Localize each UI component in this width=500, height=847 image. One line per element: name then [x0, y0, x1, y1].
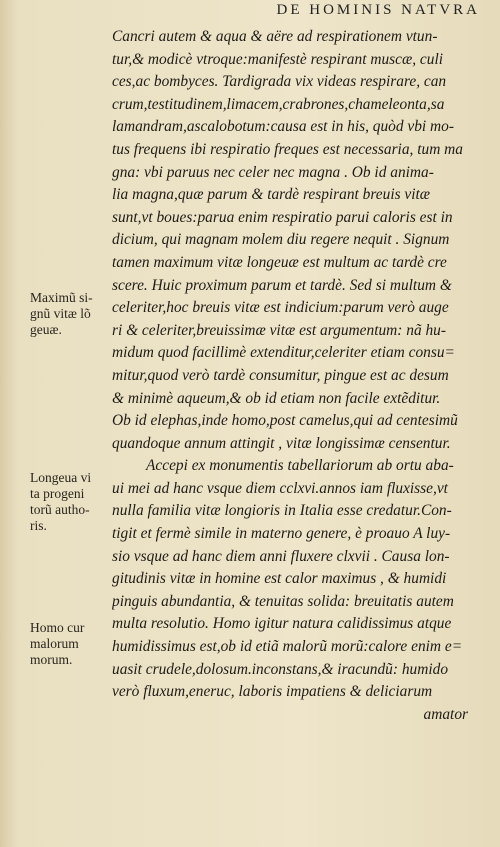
text-line: dicium, qui magnam molem diu regere nequit . Signum	[112, 231, 450, 249]
text-line: sunt,vt boues:parua enim respiratio parui caloris est in	[112, 208, 453, 226]
text-line: gitudinis vitæ in homine est calor maximus , & humidi	[112, 570, 447, 588]
text-line: lamandram,ascalobotum:causa est in his, quòd vbi mo-	[112, 118, 454, 136]
margin-note-line: Maximũ si-	[30, 290, 93, 305]
text-line: celeriter,hoc breuis vitæ est indicium:parum verò auge	[112, 299, 449, 317]
text-line: midum quod facillimè extenditur,celeriter etiam consu=	[112, 344, 455, 362]
running-header: DE HOMINIS NATVRA	[276, 2, 480, 18]
margin-note-line: Homo cur	[30, 620, 85, 635]
text-line: lia magna,quæ parum & tardè respirant breuis vitæ	[112, 186, 431, 204]
text-line: ri & celeriter,breuissimæ vitæ est argumentum: nã hu-	[112, 321, 447, 339]
text-line: uasit crudele,dolosum.inconstans,& iracundũ: humido	[112, 660, 449, 678]
margin-note-line: torũ autho-	[30, 502, 90, 517]
text-line: ces,ac bombyces. Tardigrada vix videas respirare, can	[112, 73, 447, 91]
text-line: sio vsque ad hanc diem anni fluxere clxvii . Causa lon-	[112, 547, 450, 565]
text-line: verò fluxum,eneruc, laboris impatiens & deliciarum	[112, 683, 433, 701]
text-line: scere. Huic proximum parum et tardè. Sed si multum &	[112, 276, 452, 294]
margin-note-line: ris.	[30, 518, 47, 533]
margin-note-3	[30, 620, 112, 668]
margin-note-1	[30, 290, 112, 338]
margin-note-line: Longeua vi	[30, 470, 92, 485]
margin-note-2	[30, 470, 112, 534]
text-line: quandoque annum attingit , vitæ longissimæ censentur.	[112, 434, 451, 452]
text-line: amator	[423, 705, 468, 723]
text-line: multa resolutio. Homo igitur natura calidissimus atque	[112, 615, 452, 633]
margin-note-line: gnũ vitæ lõ	[30, 306, 91, 321]
main-text-block	[112, 26, 480, 726]
text-line: humidissimus est,ob id etiã malorũ morũ:calore enim e=	[112, 638, 463, 656]
margin-note-line: geuæ.	[30, 322, 62, 337]
text-line: pinguis abundantia, & tenuitas solida: breuitatis autem	[112, 592, 454, 610]
text-line: Cancri autem & aqua & aëre ad respirationem vtun-	[112, 28, 438, 45]
text-line: Accepi ex monumentis tabellariorum ab ortu aba-	[146, 457, 454, 475]
text-line: gna: vbi paruus nec celer nec magna . Ob id anima-	[112, 163, 434, 181]
text-line: tur,& modicè vtroque:manifestè respirant muscæ, culi	[112, 50, 443, 68]
text-line: nulla familia vitæ longioris in Italia esse credatur.Con-	[112, 502, 452, 520]
text-line: tamen maximum vitæ longeuæ est multum ac tardè cre	[112, 253, 447, 271]
text-line: ui mei ad hanc vsque diem cclxvi.annos iam fluxisse,vt	[112, 479, 448, 497]
text-line: tus frequens ibi respiratio freques est necessaria, tum ma	[112, 140, 463, 158]
text-line: & minimè aqueum,& ob id etiam non facile extẽditur.	[112, 389, 441, 407]
text-line: tigit et fermè simile in materno genere, è proauo A luy-	[112, 525, 451, 543]
margin-note-line: malorum	[30, 636, 79, 651]
text-line: mitur,quod verò tardè consumitur, pingue est ac desum	[112, 366, 449, 384]
margin-note-line: ta progeni	[30, 486, 85, 501]
margin-note-line: morum.	[30, 652, 73, 667]
text-line: Ob id elephas,inde homo,post camelus,qui ad centesimũ	[112, 412, 458, 430]
text-line: crum,testitudinem,limacem,crabrones,chameleonta,sa	[112, 95, 445, 113]
